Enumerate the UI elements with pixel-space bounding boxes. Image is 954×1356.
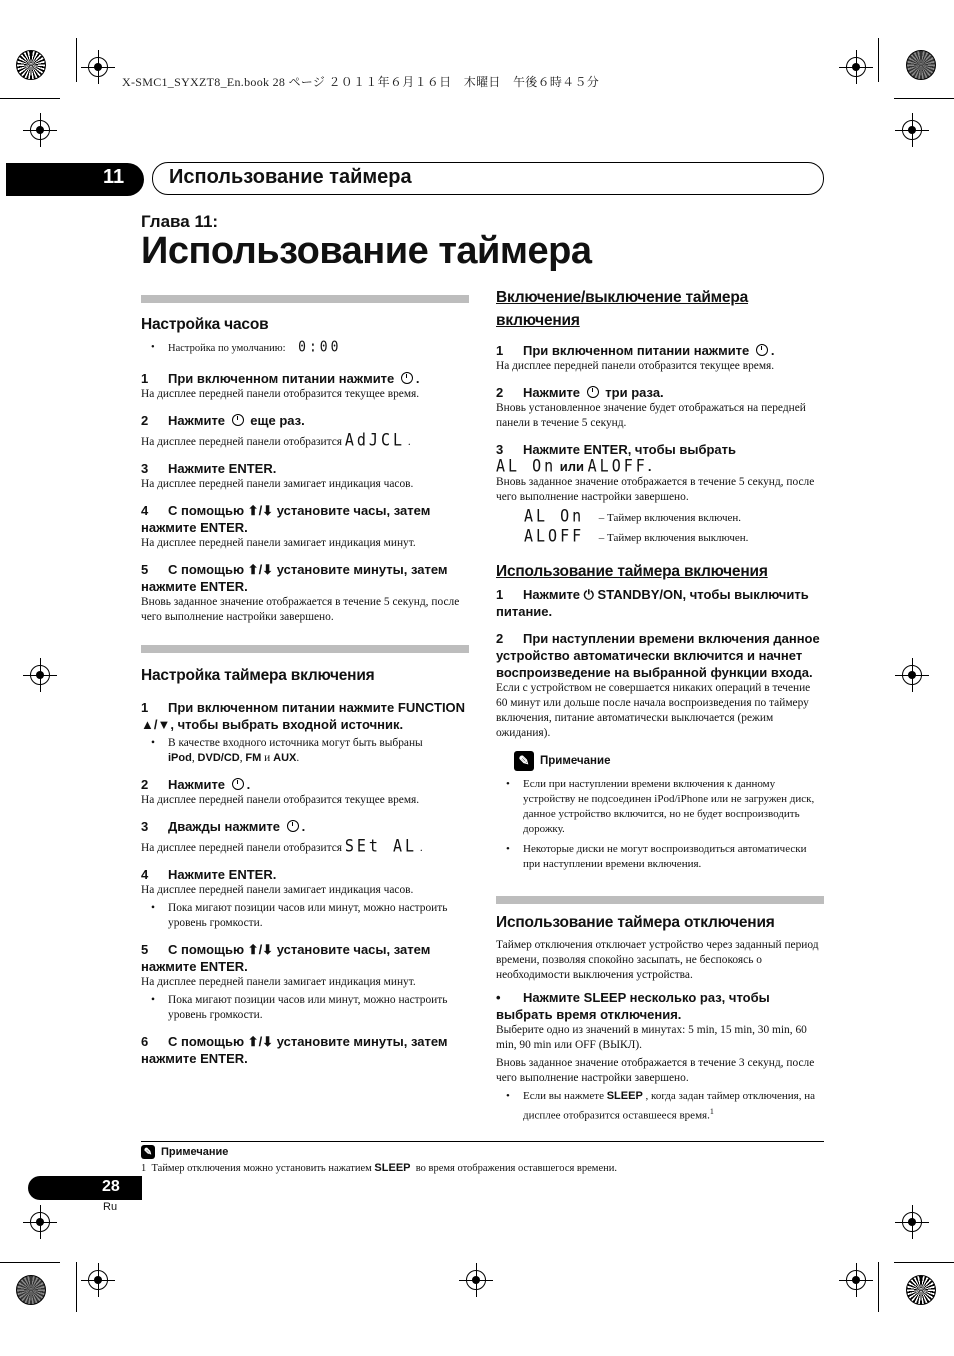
crosshair-icon <box>30 120 50 140</box>
crosshair-icon <box>30 665 50 685</box>
lcd-readout: ALOFF <box>524 525 585 547</box>
list-item: • Пока мигают позиции часов или минут, можно настроить уровень громкости. <box>141 993 469 1023</box>
step: 1 При включенном питании нажмите . <box>141 371 420 386</box>
step <box>141 866 469 883</box>
desc-text: На дисплее передней панели отобразится <box>141 842 343 854</box>
step-number: 2 <box>141 777 149 792</box>
step-number: 5 <box>141 562 149 577</box>
step-desc: На дисплее передней панели замигает индикация часов. <box>141 478 414 490</box>
crop-mark <box>894 1262 954 1263</box>
step <box>141 502 469 536</box>
desc-text: На дисплее передней панели отобразится <box>141 436 343 448</box>
list-item: • Если при наступлении времени включения к данному устройству не подсоединен iPod/iPhone или не загружен диск, данное устройство включится, но не будет воспроизводить дорожку. <box>496 777 824 837</box>
crop-mark <box>76 1262 77 1312</box>
footnote-body: Таймер отключения можно установить нажатием <box>151 1163 372 1174</box>
crop-mark <box>0 98 60 99</box>
step-text: еще раз. <box>250 413 305 428</box>
list-item <box>496 1089 824 1124</box>
page-title: Использование таймера <box>141 230 592 272</box>
section-heading-on-timer-use: Использование таймера включения <box>496 563 768 580</box>
page-number: 28 <box>102 1178 120 1195</box>
footnote-number: 1 <box>141 1163 147 1174</box>
step-number: 1 <box>141 700 149 715</box>
step-desc: На дисплее передней панели отобразится текущее время. <box>141 794 420 806</box>
step-number: 2 <box>141 413 149 428</box>
pencil-icon: ✎ <box>141 1145 155 1159</box>
note-label: Примечание <box>540 755 611 767</box>
step-text: Дважды нажмите <box>168 819 280 834</box>
pencil-icon: ✎ <box>514 751 534 771</box>
step-number: 3 <box>141 461 149 476</box>
step-desc: Вновь заданное значение отображается в течение 5 секунд, после чего выполнение настройки завершено. <box>496 476 815 503</box>
step-desc: На дисплее передней панели отобразится текущее время. <box>496 360 775 372</box>
step-bullet: • <box>496 990 501 1005</box>
crosshair-icon <box>30 1212 50 1232</box>
section-heading-toggle: Включение/выключение таймера включения <box>496 289 749 329</box>
step-text: С помощью ⬆/⬇ установите часы, затем нажмите ENTER. <box>141 942 431 974</box>
step-number: 1 <box>496 587 504 602</box>
step-number: 4 <box>141 867 149 882</box>
lcd-readout: AdJCL <box>344 429 406 451</box>
page-number-tab <box>28 1176 142 1200</box>
file-header: X-SMC1_SYXZT8_En.book 28 ページ ２０１１年６月１６日 木曜日 午後６時４５分 <box>122 75 600 89</box>
step-number: 6 <box>141 1034 149 1049</box>
step <box>141 1033 469 1067</box>
step-text: Нажмите ENTER, чтобы выбрать <box>523 442 737 457</box>
chapter-number: 11 <box>103 166 125 188</box>
step-number: 1 <box>141 371 149 386</box>
step <box>141 561 469 595</box>
step-text: Нажмите SLEEP несколько раз, чтобы выбрать время отключения. <box>496 990 770 1022</box>
step-text: При включенном питании нажмите <box>168 371 395 386</box>
crosshair-icon <box>902 1212 922 1232</box>
crop-mark <box>0 1262 60 1263</box>
step <box>141 412 469 429</box>
lcd-readout: AL On <box>524 505 585 527</box>
registration-wheel-icon <box>16 1275 46 1305</box>
step-text: При включенном питании нажмите <box>523 343 750 358</box>
step-desc: Вновь установленное значение будет отображаться на передней панели в течение 5 секунд. <box>496 402 806 429</box>
lcd-readout: ALOFF <box>587 455 648 477</box>
footnote-label: Примечание <box>161 1146 229 1158</box>
footnote-header <box>141 1145 228 1159</box>
registration-wheel-icon <box>16 50 46 80</box>
crosshair-icon <box>88 57 108 77</box>
step-text: или <box>559 459 585 474</box>
step <box>141 699 469 733</box>
option-desc: – Таймер включения выключен. <box>598 532 749 544</box>
step-continuation: AL On или ALOFF. <box>496 455 652 477</box>
bullet-text: Если вы нажмете <box>523 1090 604 1102</box>
section-intro: Таймер отключения отключает устройство через заданный период времени, позволяя спокойно засыпать, не беспокоясь о необходимости выключения устройства. <box>496 939 819 981</box>
left-column <box>141 295 469 1067</box>
step: 1 При включенном питании нажмите . <box>496 343 775 358</box>
crop-mark <box>76 38 77 82</box>
list-item: • Пока мигают позиции часов или минут, можно настроить уровень громкости. <box>141 901 469 931</box>
crop-mark <box>878 1262 879 1312</box>
section-divider <box>496 896 824 904</box>
step-text: Нажмите ENTER. <box>168 461 277 476</box>
section-divider <box>141 645 469 653</box>
step-desc: На дисплее передней панели отобразится AdJCL . <box>141 429 411 451</box>
step-number: 3 <box>141 819 149 834</box>
bullet-text: , когда задан таймер отключения, на дисплее отобразится оставшееся время. <box>523 1090 815 1122</box>
list-item <box>141 340 469 356</box>
step-text: С помощью ⬆/⬇ установите минуты, затем нажмите ENTER. <box>141 1034 448 1066</box>
source-ipod: iPod <box>168 752 192 764</box>
clock-icon <box>587 386 599 398</box>
option-row <box>496 525 824 547</box>
page-language: Ru <box>103 1201 118 1213</box>
section-heading-clock: Настройка часов <box>141 316 269 333</box>
step-number: 2 <box>496 631 504 646</box>
step <box>141 941 469 975</box>
section-heading-sleep-timer: Использование таймера отключения <box>496 914 775 931</box>
crop-mark <box>894 98 954 99</box>
crop-mark <box>878 38 879 82</box>
crosshair-icon <box>846 57 866 77</box>
clock-icon <box>756 344 768 356</box>
step: 2 Нажмите . <box>141 777 251 792</box>
registration-wheel-icon <box>906 50 936 80</box>
lcd-readout: AL On <box>496 455 557 477</box>
chapter-header-title: Использование таймера <box>169 166 412 188</box>
section-heading-on-timer: Настройка таймера включения <box>141 667 375 684</box>
clock-icon <box>401 372 413 384</box>
list-item: • Некоторые диски не могут воспроизводиться автоматически при наступлении времени включения. <box>496 842 824 872</box>
registration-wheel-icon <box>906 1275 936 1305</box>
crosshair-icon <box>846 1270 866 1290</box>
key-sleep: SLEEP <box>606 1090 643 1102</box>
step-text: Нажмите ENTER. <box>168 867 277 882</box>
step-text: При наступлении времени включения данное устройство автоматически включится и начнет воспроизведение на выбранной функции входа. <box>496 631 820 680</box>
step-text: При включенном питании нажмите FUNCTION ▲/▼, чтобы выбрать входной источник. <box>141 700 466 732</box>
right-column <box>496 286 824 1124</box>
bullet-text: В качестве входного источника могут быть выбраны <box>168 737 423 749</box>
source-aux: AUX <box>273 752 297 764</box>
step-desc: Если с устройством не совершается никаких операций в течение 60 минут или дольше после начала воспроизведения по таймеру включения, питание автоматически выключается (режим ожидания). <box>496 682 811 739</box>
chapter-label: Глава 11: <box>141 212 219 231</box>
step-text: три раза. <box>605 385 664 400</box>
list-item: • В качестве входного источника могут быть выбраны iPod, DVD/CD, FM и AUX. <box>141 736 469 766</box>
footnote-text <box>141 1162 617 1174</box>
step-text: Нажмите <box>168 413 226 428</box>
conjunction: и <box>264 752 271 764</box>
step-desc: На дисплее передней панели замигает индикация минут. <box>141 976 416 988</box>
step-desc: На дисплее передней панели замигает индикация минут. <box>141 537 416 549</box>
clock-icon <box>232 414 244 426</box>
step-number: 5 <box>141 942 149 957</box>
source-dvd: DVD/CD <box>197 752 240 764</box>
step-text: С помощью ⬆/⬇ установите минуты, затем нажмите ENTER. <box>141 562 448 594</box>
step-number: 1 <box>496 343 504 358</box>
step <box>496 630 824 681</box>
section-divider <box>141 295 469 303</box>
step <box>496 586 824 620</box>
step-desc: Вновь заданное значение отображается в течение 3 секунд, после чего выполнение настройки завершено. <box>496 1057 815 1084</box>
option-desc: – Таймер включения включен. <box>598 512 742 524</box>
step: 3 Дважды нажмите . <box>141 819 306 834</box>
note-header <box>496 751 824 771</box>
step-desc: Выберите одно из значений в минутах: 5 min, 15 min, 30 min, 60 min, 90 min или OFF (ВЫКЛ). <box>496 1024 807 1051</box>
step-text: Нажмите <box>168 777 226 792</box>
step-text: Нажмите ⏻ STANDBY/ON, чтобы выключить питание. <box>496 587 809 619</box>
step <box>141 460 469 477</box>
key-sleep: SLEEP <box>374 1162 411 1174</box>
clock-icon <box>287 820 299 832</box>
step-desc: На дисплее передней панели отобразится текущее время. <box>141 388 420 400</box>
lcd-readout: SEt AL <box>344 835 418 857</box>
lcd-readout: 0:00 <box>298 338 342 357</box>
step-desc: На дисплее передней панели отобразится SEt AL . <box>141 835 423 857</box>
crosshair-icon <box>88 1270 108 1290</box>
bullet-text: Настройка по умолчанию: <box>168 343 286 354</box>
step-number: 2 <box>496 385 504 400</box>
step <box>496 989 824 1023</box>
footnote-ref: 1 <box>709 1107 714 1116</box>
source-fm: FM <box>245 752 262 764</box>
step-text: С помощью ⬆/⬇ установите часы, затем нажмите ENTER. <box>141 503 431 535</box>
crosshair-icon <box>466 1270 486 1290</box>
step-desc: Вновь заданное значение отображается в течение 5 секунд, после чего выполнение настройки завершено. <box>141 596 460 623</box>
clock-icon <box>232 778 244 790</box>
crosshair-icon <box>902 120 922 140</box>
step <box>496 384 824 401</box>
crosshair-icon <box>902 665 922 685</box>
footnote-body: во время отображения оставшегося времени. <box>415 1163 617 1174</box>
step-text: Нажмите <box>523 385 581 400</box>
footnote-rule <box>141 1141 824 1142</box>
step-number: 3 <box>496 442 504 457</box>
step-desc: На дисплее передней панели замигает индикация часов. <box>141 884 414 896</box>
option-row <box>496 505 824 527</box>
step-number: 4 <box>141 503 149 518</box>
